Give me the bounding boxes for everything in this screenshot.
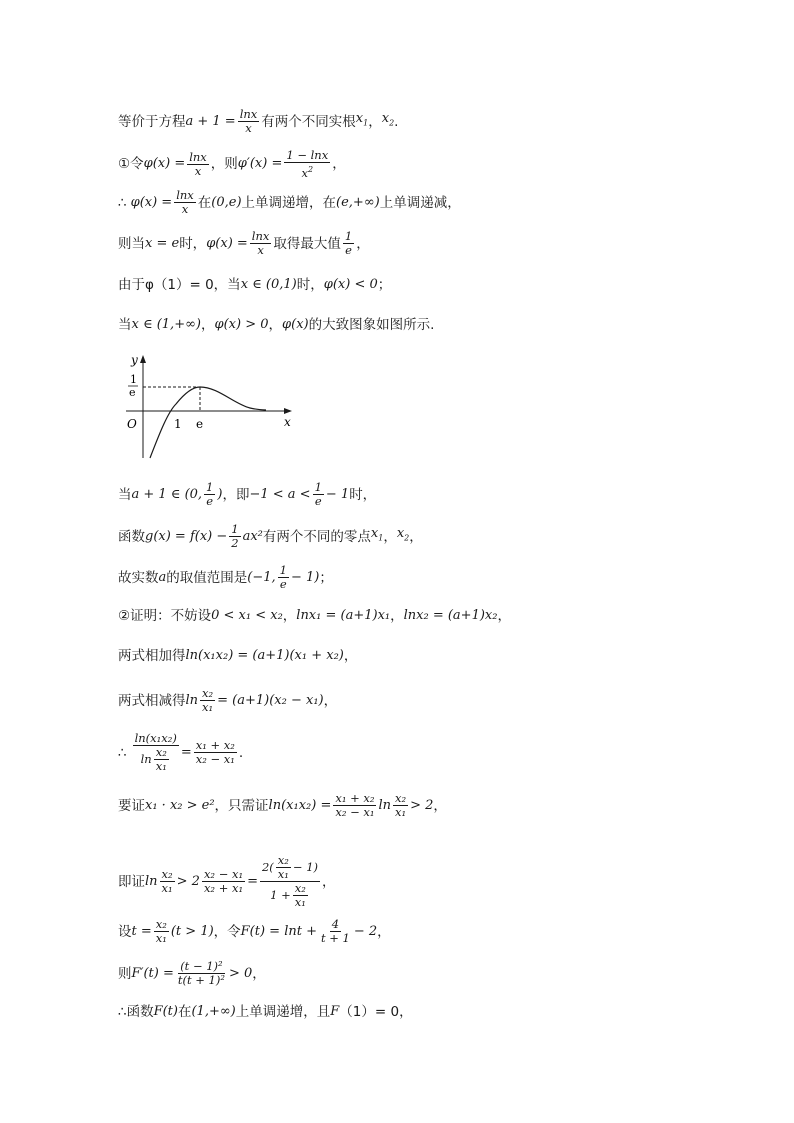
function-graph-figure xyxy=(118,350,298,462)
numerator: lnx xyxy=(176,188,194,202)
denominator: x xyxy=(181,202,189,216)
text-line-15 xyxy=(118,854,336,909)
fraction xyxy=(250,230,272,257)
subscript: 1 xyxy=(378,533,384,543)
denominator: e xyxy=(279,577,287,591)
denominator: x xyxy=(245,121,252,135)
fraction xyxy=(204,481,215,508)
x-axis-label: x xyxy=(284,415,291,429)
text: 取得最大值 xyxy=(273,235,341,252)
numerator: 1 xyxy=(206,480,214,494)
math: x = e xyxy=(145,235,180,251)
math: ln(x₁x₂) = (a+1)(x₁ + x₂) xyxy=(185,648,344,663)
math: (0,e) xyxy=(211,194,242,210)
numerator: x₂ xyxy=(202,686,214,700)
numerator: 1 xyxy=(314,480,322,494)
y-axis-label: y xyxy=(131,353,138,367)
superscript: 2 xyxy=(307,165,314,174)
math xyxy=(382,110,394,133)
math: ln(x₁x₂) = xyxy=(268,797,332,813)
math: φ(x) = xyxy=(130,194,173,210)
fraction xyxy=(176,960,227,987)
denominator: x₂ − x₁ xyxy=(195,752,235,766)
var: x xyxy=(301,165,308,180)
math: F′(t) = xyxy=(131,965,174,981)
text: ， xyxy=(268,317,283,333)
math: − 1) xyxy=(292,860,319,874)
numerator: x₂ xyxy=(277,853,289,867)
text-line-12 xyxy=(118,687,337,714)
text: ①令 xyxy=(118,156,144,173)
text: ，即 xyxy=(222,486,250,503)
text: 当 xyxy=(118,486,132,503)
text: 则当 xyxy=(118,235,145,252)
math: φ′(x) = xyxy=(237,156,283,172)
text: ∴函数 xyxy=(118,1004,154,1020)
max-value-numerator: 1 xyxy=(130,373,137,386)
text-line-6 xyxy=(118,316,434,334)
var: x xyxy=(396,526,405,542)
denominator: e xyxy=(345,243,352,257)
text: ， xyxy=(497,608,511,624)
text: 上单调递增，在 xyxy=(241,194,337,211)
denominator: x₁ xyxy=(395,805,407,819)
fraction xyxy=(293,882,308,909)
tick-label-1: 1 xyxy=(174,417,182,431)
fraction xyxy=(278,564,289,591)
text: 设 xyxy=(118,923,132,940)
math: ax² xyxy=(242,528,263,544)
math xyxy=(397,525,409,548)
numerator: x₂ xyxy=(395,791,407,805)
text: ， xyxy=(409,528,423,545)
compound-fraction xyxy=(133,732,179,773)
text: （1）= 0， xyxy=(339,1004,413,1020)
text: 要证 xyxy=(118,797,145,814)
text: 则 xyxy=(118,965,132,982)
text-line-11 xyxy=(118,647,357,665)
fraction xyxy=(154,918,169,945)
fraction xyxy=(333,792,376,819)
text: 有两个不同实根 xyxy=(261,113,356,130)
math: F xyxy=(330,1004,340,1019)
text: 当 xyxy=(118,317,132,333)
text: ， xyxy=(356,235,370,252)
text-line-10 xyxy=(118,607,511,625)
text-line-17 xyxy=(118,960,266,987)
text-line-16 xyxy=(118,918,391,945)
text-line-1 xyxy=(118,108,398,135)
math: ln xyxy=(140,752,152,766)
text: 两式相减得 xyxy=(118,692,186,709)
text: ， xyxy=(368,113,382,130)
denominator: e xyxy=(206,494,214,508)
text-line-9 xyxy=(118,564,333,591)
var: x xyxy=(370,526,379,542)
text: 故实数 xyxy=(118,569,159,586)
denominator: x xyxy=(257,243,264,257)
numerator: 1 xyxy=(344,229,353,243)
fraction xyxy=(187,151,209,178)
fraction xyxy=(313,481,324,508)
denominator: t(t + 1)² xyxy=(177,973,225,987)
math: lnx₁ = (a+1)x₁ xyxy=(296,608,391,623)
math: = xyxy=(247,873,258,889)
text: 即证 xyxy=(118,873,145,890)
math: φ(x) < 0 xyxy=(323,277,378,292)
subscript: 2 xyxy=(389,118,395,128)
text: 在 xyxy=(197,194,212,211)
text: . xyxy=(394,113,399,130)
math: (−1, xyxy=(247,569,276,585)
text: 两式相加得 xyxy=(118,648,186,664)
numerator: lnx xyxy=(189,149,207,164)
math xyxy=(356,110,368,133)
text: ， xyxy=(322,873,336,890)
fraction xyxy=(238,108,260,135)
text: ， xyxy=(377,923,391,940)
text: ； xyxy=(377,277,392,293)
y-axis-arrow xyxy=(140,355,146,363)
text: ， xyxy=(282,608,297,624)
denominator xyxy=(268,882,312,909)
math: a + 1 ∈ (0, xyxy=(131,486,203,502)
numerator: (t − 1)² xyxy=(180,959,223,973)
subscript: 1 xyxy=(363,118,369,128)
math xyxy=(371,525,383,548)
text: ， xyxy=(332,156,346,173)
math: a xyxy=(158,569,167,585)
fraction xyxy=(194,739,237,766)
numerator: ln(x₁x₂) xyxy=(134,731,177,745)
fraction xyxy=(174,189,196,216)
denominator: e xyxy=(314,494,322,508)
math: − 1) xyxy=(290,569,320,585)
var: x xyxy=(355,111,364,127)
text: 时， xyxy=(179,235,207,252)
math: F(t) xyxy=(153,1004,178,1019)
denominator: x₁ xyxy=(155,759,167,773)
text: ②证明：不妨设 xyxy=(118,608,212,624)
text: 有两个不同的零点 xyxy=(262,528,371,545)
numerator: lnx xyxy=(251,229,270,243)
fraction xyxy=(229,523,240,550)
math: (t > 1) xyxy=(170,923,214,939)
math: > 2 xyxy=(410,797,434,813)
text: 的取值范围是 xyxy=(166,569,248,586)
numerator: x₁ + x₂ xyxy=(195,738,235,752)
text: 由于φ（1）= 0，当 xyxy=(118,277,241,293)
fraction xyxy=(393,792,408,819)
max-value-denominator: e xyxy=(129,386,136,399)
math: (e,+∞) xyxy=(336,194,380,210)
math: 0 < x₁ < x₂ xyxy=(211,608,283,623)
x-axis-arrow xyxy=(284,408,292,414)
math: −1 < a < xyxy=(249,486,311,502)
text-line-5 xyxy=(118,276,391,294)
text-line-14 xyxy=(118,792,447,819)
text: ， xyxy=(383,528,397,545)
math: x ∈ (1,+∞) xyxy=(131,317,201,332)
text: 等价于方程 xyxy=(118,113,186,130)
text: ，则 xyxy=(210,156,238,173)
text: 函数 xyxy=(118,528,145,545)
text: 时， xyxy=(296,277,324,293)
math: − 2 xyxy=(353,923,378,939)
text: ， xyxy=(201,317,215,333)
math: φ(x) xyxy=(282,317,309,332)
fraction xyxy=(319,918,352,945)
denominator xyxy=(139,746,173,773)
math: ) xyxy=(217,486,223,502)
text-line-2 xyxy=(118,149,346,180)
text: . xyxy=(238,744,244,761)
math: > 0 xyxy=(228,965,253,981)
math: φ(x) = xyxy=(206,235,248,251)
denominator xyxy=(299,163,315,180)
phi-curve xyxy=(150,387,266,458)
numerator: lnx xyxy=(239,107,258,121)
numerator: x₂ xyxy=(155,917,167,931)
math: φ(x) > 0 xyxy=(214,317,269,332)
text: 在 xyxy=(177,1004,192,1020)
math: a + 1 = xyxy=(185,113,236,129)
text: ， xyxy=(323,692,338,709)
text: ， xyxy=(433,797,447,814)
text: 上单调递增，且 xyxy=(235,1004,331,1020)
numerator: x₂ xyxy=(294,881,306,895)
math: x₁ · x₂ > e² xyxy=(145,797,215,813)
denominator: 2 xyxy=(231,536,239,550)
tick-label-e: e xyxy=(196,417,204,431)
text: 时， xyxy=(349,486,377,503)
text: ， xyxy=(390,608,404,624)
math: x ∈ (0,1) xyxy=(240,277,297,292)
subscript: 2 xyxy=(404,533,410,543)
denominator: x₁ xyxy=(161,881,173,895)
denominator: x₂ − x₁ xyxy=(335,805,375,819)
denominator: x₁ xyxy=(294,895,306,909)
math: F(t) = lnt + xyxy=(240,923,317,939)
math: = (a+1)(x₂ − x₁) xyxy=(217,692,324,708)
math: lnx₂ = (a+1)x₂ xyxy=(403,608,498,623)
text: ， xyxy=(252,965,266,982)
text: ， xyxy=(343,648,358,664)
math: ln xyxy=(185,692,199,708)
math: φ(x) = xyxy=(143,156,186,172)
text-line-3 xyxy=(118,189,461,216)
denominator: x₁ xyxy=(202,700,214,714)
numerator: 4 xyxy=(331,917,340,931)
denominator: x xyxy=(194,163,202,178)
text-line-18 xyxy=(118,1003,413,1021)
math: = xyxy=(180,744,192,760)
denominator: x₂ + x₁ xyxy=(203,881,244,895)
math: ln xyxy=(145,873,158,889)
math: g(x) = f(x) − xyxy=(145,528,228,544)
numerator xyxy=(260,854,320,882)
text-line-7 xyxy=(118,481,376,508)
denominator: t + 1 xyxy=(320,931,350,945)
denominator: x₁ xyxy=(155,931,167,945)
fraction xyxy=(284,149,330,180)
fraction xyxy=(202,868,245,895)
numerator: x₂ − x₁ xyxy=(203,867,244,881)
fraction xyxy=(154,746,169,773)
text: ，只需证 xyxy=(214,797,269,814)
text-line-4 xyxy=(118,230,370,257)
math: − 1 xyxy=(325,486,350,502)
text: ，令 xyxy=(213,923,241,940)
math: 1 + xyxy=(270,888,291,902)
text: 的大致图象如图所示. xyxy=(308,317,435,333)
fraction xyxy=(276,854,291,881)
fraction xyxy=(160,868,175,895)
numerator: 1 xyxy=(231,522,239,536)
text-line-13 xyxy=(118,732,243,773)
therefore-symbol: ∴ xyxy=(118,194,127,211)
text-line-8 xyxy=(118,523,423,550)
math: ln xyxy=(378,797,392,813)
origin-label: O xyxy=(127,417,137,431)
fraction xyxy=(343,230,354,257)
therefore-symbol: ∴ xyxy=(118,744,127,761)
math: 2( xyxy=(261,860,274,874)
math: (1,+∞) xyxy=(191,1004,236,1019)
math: t = xyxy=(131,923,152,939)
numerator: x₁ + x₂ xyxy=(335,791,375,805)
numerator: x₂ xyxy=(161,867,173,881)
var: x xyxy=(381,111,390,127)
text: 上单调递减， xyxy=(379,194,461,211)
fraction xyxy=(200,687,215,714)
numerator: x₂ xyxy=(155,745,167,759)
compound-fraction xyxy=(260,854,320,909)
numerator: 1 xyxy=(279,563,287,577)
numerator: 1 − lnx xyxy=(286,148,329,162)
text: ； xyxy=(319,569,333,586)
denominator: x₁ xyxy=(277,867,289,881)
math: > 2 xyxy=(176,873,200,889)
